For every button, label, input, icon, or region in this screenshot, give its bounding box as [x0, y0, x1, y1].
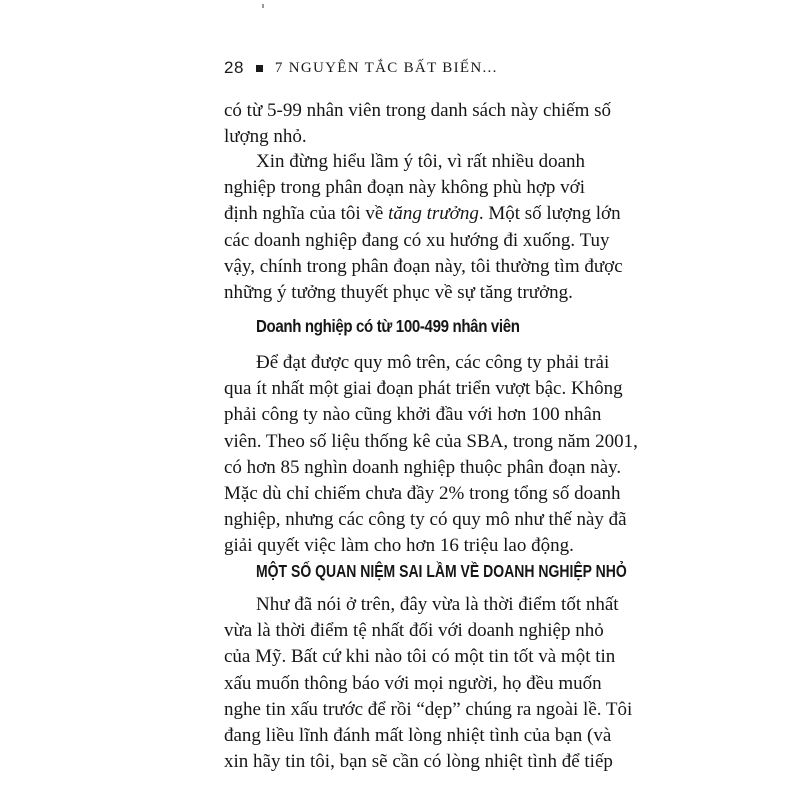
- scan-speck: [262, 4, 264, 8]
- paragraph-100-499: [224, 350, 638, 560]
- running-header: [224, 56, 498, 80]
- text-line: của Mỹ. Bất cứ khi nào tôi có một tin tốt và một tin: [224, 646, 616, 668]
- text-line: Để đạt được quy mô trên, các công ty phải trải: [256, 352, 610, 373]
- text-line: đang liều lĩnh đánh mất lòng nhiệt tình của bạn (và: [224, 725, 612, 747]
- book-title: 7 NGUYÊN TẮC BẤT BIẾN...: [274, 59, 498, 76]
- text-line: lượng nhỏ.: [224, 126, 307, 148]
- square-bullet-icon: [256, 65, 263, 72]
- text-line: Mặc dù chỉ chiếm chưa đầy 2% trong tổng số doanh: [224, 483, 621, 505]
- text-line: có hơn 85 nghìn doanh nghiệp thuộc phân đoạn này.: [224, 456, 622, 478]
- text-line: vừa là thời điểm tệ nhất đối với doanh nghiệp nhỏ: [224, 620, 604, 642]
- paragraph-misconceptions: [224, 592, 633, 775]
- text-line: nghiệp trong phân đoạn này không phù hợp với: [224, 177, 585, 199]
- paragraph-continuation: [224, 98, 612, 150]
- page-number: 28: [224, 58, 244, 77]
- text-line: viên. Theo số liệu thống kê của SBA, trong năm 2001,: [224, 430, 638, 452]
- text-line: giải quyết việc làm cho hơn 16 triệu lao động.: [224, 535, 574, 557]
- section-heading-100-499: Doanh nghiệp có từ 100-499 nhân viên: [256, 316, 520, 336]
- text-line: Xin đừng hiểu lầm ý tôi, vì rất nhiều doanh: [256, 151, 586, 172]
- text-line: xin hãy tin tôi, bạn sẽ cần có lòng nhiệt tình để tiếp: [224, 751, 613, 773]
- text-line: xấu muốn thông báo với mọi người, họ đều muốn: [224, 672, 602, 694]
- text-line: các doanh nghiệp đang có xu hướng đi xuống. Tuy: [224, 229, 610, 251]
- text-line: vậy, chính trong phân đoạn này, tôi thường tìm được: [224, 255, 623, 277]
- text-line: nghe tin xấu trước để rồi “dẹp” chúng ra ngoài lề. Tôi: [224, 698, 633, 720]
- italic-term: tăng trưởng: [388, 203, 479, 225]
- text-line: phải công ty nào cũng khởi đầu với hơn 100 nhân: [224, 404, 602, 426]
- paragraph-growth-definition: [224, 149, 623, 306]
- text-line: Như đã nói ở trên, đây vừa là thời điểm tốt nhất: [256, 594, 619, 615]
- section-heading-misconceptions: MỘT SỐ QUAN NIỆM SAI LẦM VỀ DOANH NGHIỆP NHỎ: [256, 561, 627, 581]
- text-line: qua ít nhất một giai đoạn phát triển vượt bậc. Không: [224, 378, 623, 400]
- text-line: nghiệp, nhưng các công ty có quy mô như thế này đã: [224, 509, 627, 531]
- text-line: có từ 5-99 nhân viên trong danh sách này chiếm số: [224, 100, 612, 121]
- text-line: những ý tưởng thuyết phục về sự tăng trưởng.: [224, 282, 573, 304]
- text-line: định nghĩa của tôi về tăng trưởng. Một số lượng lớn: [224, 203, 621, 225]
